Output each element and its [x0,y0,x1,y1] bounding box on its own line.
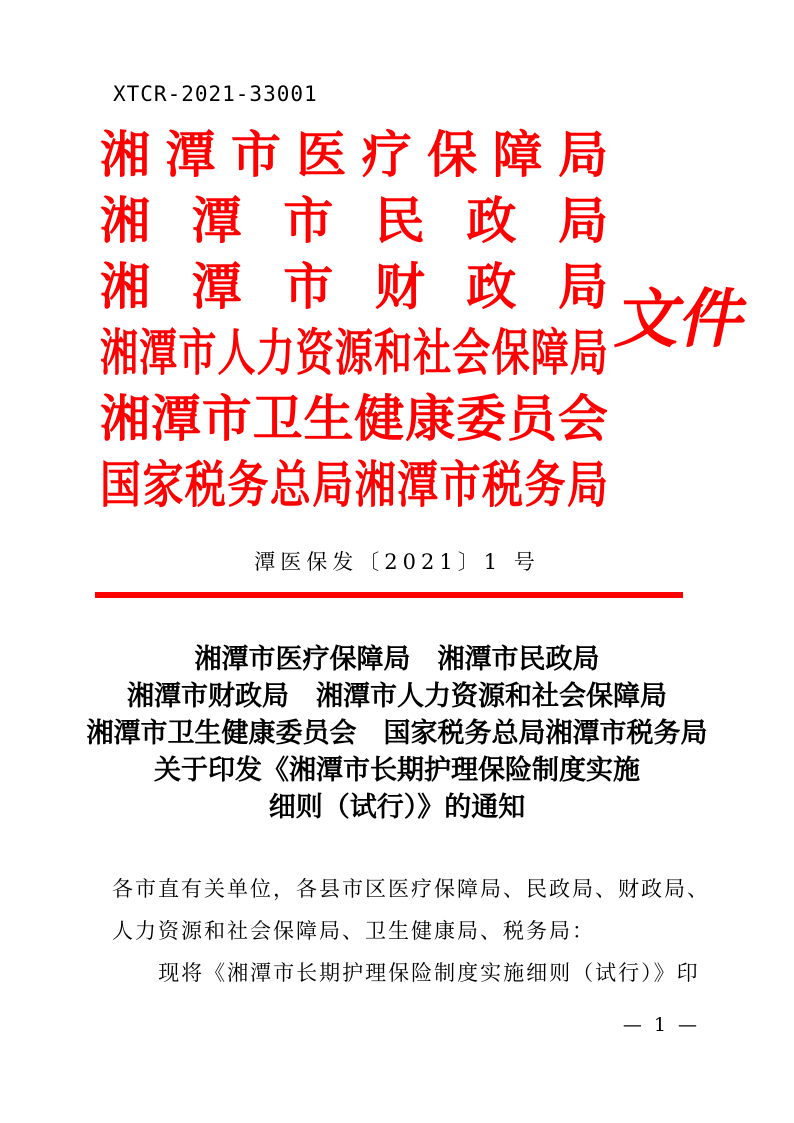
doc-issue-number: 潭医保发〔2021〕1 号 [254,550,540,574]
letterhead-agencies [100,122,608,518]
letterhead-agency-line: 湘 潭 市 卫 生 健 康 委 员 会 [100,389,608,448]
letterhead-agency-line: 湘 潭 市 人 力 资 源 和 社 会 保 障 局 [100,322,608,383]
wenjian-document-label: 文件 [610,282,755,357]
body-text-line: 人力资源和社会保障局、卫生健康局、税务局： [112,919,595,943]
title-line: 湘潭市财政局 湘潭市人力资源和社会保障局 [127,681,667,712]
red-divider-line [95,592,683,598]
document-title [40,641,754,826]
letterhead-agency-line: 湘 潭 市 医 疗 保 障 局 [100,125,608,184]
body-text-line: 各市直有关单位，各县市区医疗保障局、民政局、财政局、 [112,877,710,901]
letterhead-agency-line: 湘 潭 市 民 政 局 [100,191,608,250]
title-line: 细则（试行）》的通知 [268,792,526,823]
title-line: 关于印发《湘潭市长期护理保险制度实施 [154,755,640,786]
doc-reference-code: XTCR-2021-33001 [113,82,318,106]
page-number: — 1 — [622,1014,700,1036]
letterhead-agency-line: 湘 潭 市 财 政 局 [100,257,608,316]
document-body [112,868,708,994]
title-line: 湘潭市医疗保障局 湘潭市民政局 [194,644,600,675]
title-line: 湘潭市卫生健康委员会 国家税务总局湘潭市税务局 [86,718,708,749]
letterhead-agency-line: 国 家 税 务 总 局 湘 潭 市 税 务 局 [100,455,608,514]
body-text-line: 现将《湘潭市长期护理保险制度实施细则（试行）》印 [158,961,700,985]
